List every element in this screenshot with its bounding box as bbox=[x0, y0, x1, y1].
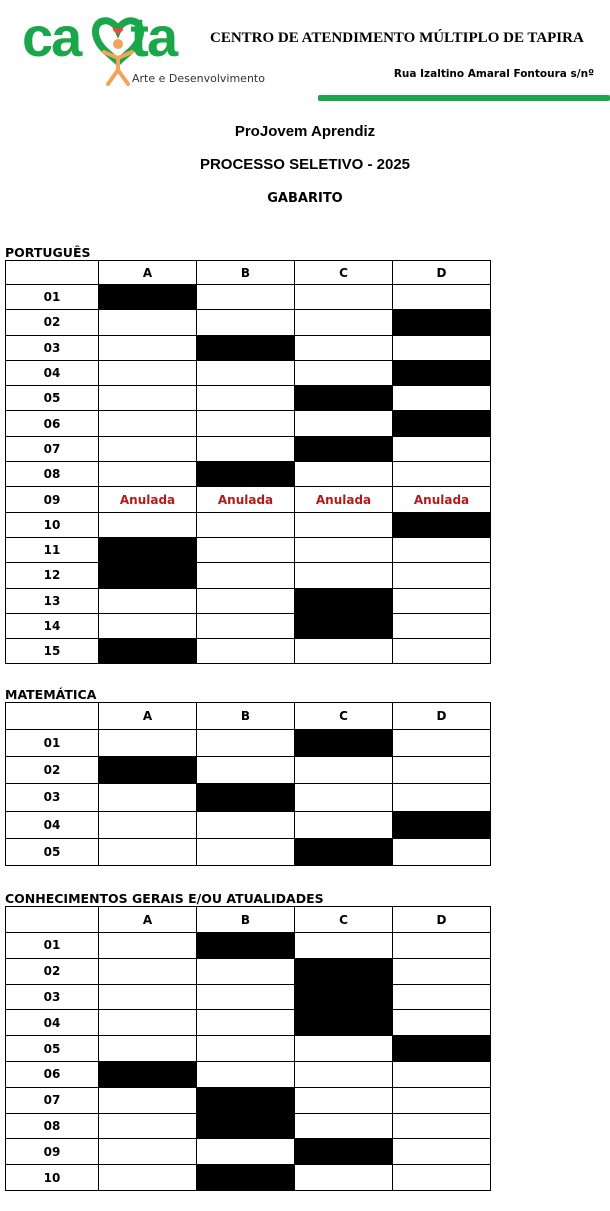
table-row bbox=[6, 335, 491, 360]
question-number: 14 bbox=[6, 613, 99, 638]
table-row bbox=[6, 958, 491, 984]
table-row bbox=[6, 1113, 491, 1139]
question-number: 02 bbox=[6, 958, 99, 984]
letterhead bbox=[0, 0, 610, 105]
correct-answer-cell bbox=[99, 757, 197, 784]
answer-cell bbox=[393, 335, 491, 360]
organization-name: CENTRO DE ATENDIMENTO MÚLTIPLO DE TAPIRA bbox=[210, 30, 584, 46]
answer-cell bbox=[197, 411, 295, 436]
answer-cell bbox=[197, 1139, 295, 1165]
answer-cell bbox=[295, 1036, 393, 1062]
answer-cell bbox=[295, 563, 393, 588]
question-number: 06 bbox=[6, 1061, 99, 1087]
answer-cell bbox=[393, 1087, 491, 1113]
camta-logo bbox=[22, 5, 265, 86]
correct-answer-cell bbox=[393, 411, 491, 436]
correct-answer-cell bbox=[393, 811, 491, 838]
answer-cell bbox=[393, 588, 491, 613]
answer-cell bbox=[197, 512, 295, 537]
answer-key-table bbox=[5, 906, 491, 1191]
logo-tagline: Arte e Desenvolvimento bbox=[132, 72, 265, 85]
answer-cell bbox=[99, 1165, 197, 1191]
logo-wordmark: ca ta bbox=[22, 5, 177, 68]
answer-cell bbox=[99, 512, 197, 537]
answer-cell bbox=[197, 613, 295, 638]
corner-cell bbox=[6, 703, 99, 730]
correct-answer-cell bbox=[99, 639, 197, 664]
correct-answer-cell bbox=[99, 285, 197, 310]
question-number: 13 bbox=[6, 588, 99, 613]
answer-cell bbox=[99, 984, 197, 1010]
answer-cell bbox=[393, 1139, 491, 1165]
question-number: 15 bbox=[6, 639, 99, 664]
answer-cell bbox=[197, 1010, 295, 1036]
answer-section-3 bbox=[5, 892, 491, 1191]
answer-cell bbox=[393, 730, 491, 757]
annulled-cell: Anulada bbox=[99, 487, 197, 512]
table-row bbox=[6, 588, 491, 613]
answer-cell bbox=[393, 984, 491, 1010]
column-header-a: A bbox=[99, 261, 197, 285]
answer-cell bbox=[99, 838, 197, 865]
table-row bbox=[6, 811, 491, 838]
answer-cell bbox=[197, 563, 295, 588]
section-title: MATEMÁTICA bbox=[5, 687, 97, 702]
answer-cell bbox=[99, 1113, 197, 1139]
table-row bbox=[6, 512, 491, 537]
table-row bbox=[6, 386, 491, 411]
question-number: 01 bbox=[6, 933, 99, 959]
table-row bbox=[6, 436, 491, 461]
column-header-c: C bbox=[295, 261, 393, 285]
correct-answer-cell bbox=[99, 563, 197, 588]
answer-key-table bbox=[5, 260, 491, 664]
question-number: 05 bbox=[6, 838, 99, 865]
answer-cell bbox=[197, 1061, 295, 1087]
correct-answer-cell bbox=[295, 613, 393, 638]
answer-cell bbox=[197, 838, 295, 865]
correct-answer-cell bbox=[197, 933, 295, 959]
answer-cell bbox=[197, 958, 295, 984]
table-row bbox=[6, 537, 491, 562]
column-header-a: A bbox=[99, 703, 197, 730]
correct-answer-cell bbox=[295, 958, 393, 984]
correct-answer-cell bbox=[99, 1061, 197, 1087]
question-number: 04 bbox=[6, 360, 99, 385]
answer-cell bbox=[197, 639, 295, 664]
correct-answer-cell bbox=[197, 335, 295, 360]
answer-cell bbox=[197, 588, 295, 613]
answer-cell bbox=[99, 613, 197, 638]
answer-cell bbox=[295, 411, 393, 436]
answer-cell bbox=[295, 335, 393, 360]
answer-cell bbox=[393, 757, 491, 784]
column-header-d: D bbox=[393, 907, 491, 933]
column-header-c: C bbox=[295, 907, 393, 933]
answer-cell bbox=[393, 386, 491, 411]
correct-answer-cell bbox=[393, 310, 491, 335]
table-row bbox=[6, 1087, 491, 1113]
answer-cell bbox=[197, 1036, 295, 1062]
table-row bbox=[6, 639, 491, 664]
answer-cell bbox=[99, 811, 197, 838]
answer-cell bbox=[393, 1113, 491, 1139]
section-title: PORTUGUÊS bbox=[5, 245, 91, 260]
question-number: 10 bbox=[6, 512, 99, 537]
answer-cell bbox=[99, 436, 197, 461]
answer-cell bbox=[197, 984, 295, 1010]
correct-answer-cell bbox=[295, 838, 393, 865]
answer-cell bbox=[295, 537, 393, 562]
answer-cell bbox=[99, 335, 197, 360]
question-number: 03 bbox=[6, 335, 99, 360]
question-number: 03 bbox=[6, 784, 99, 811]
table-header-row bbox=[6, 703, 491, 730]
table-row bbox=[6, 285, 491, 310]
question-number: 09 bbox=[6, 1139, 99, 1165]
answer-cell bbox=[393, 537, 491, 562]
column-header-c: C bbox=[295, 703, 393, 730]
answer-cell bbox=[99, 386, 197, 411]
question-number: 01 bbox=[6, 285, 99, 310]
column-header-b: B bbox=[197, 261, 295, 285]
table-row bbox=[6, 1036, 491, 1062]
correct-answer-cell bbox=[393, 360, 491, 385]
correct-answer-cell bbox=[295, 386, 393, 411]
question-number: 04 bbox=[6, 811, 99, 838]
table-row bbox=[6, 933, 491, 959]
answer-cell bbox=[197, 757, 295, 784]
question-number: 05 bbox=[6, 386, 99, 411]
table-header-row bbox=[6, 907, 491, 933]
answer-cell bbox=[99, 730, 197, 757]
answer-cell bbox=[295, 933, 393, 959]
annulled-cell: Anulada bbox=[197, 487, 295, 512]
answer-cell bbox=[295, 1113, 393, 1139]
answer-cell bbox=[295, 285, 393, 310]
correct-answer-cell bbox=[295, 588, 393, 613]
table-row bbox=[6, 487, 491, 512]
answer-cell bbox=[295, 757, 393, 784]
correct-answer-cell bbox=[393, 512, 491, 537]
answer-cell bbox=[393, 436, 491, 461]
correct-answer-cell bbox=[197, 462, 295, 487]
table-row bbox=[6, 1165, 491, 1191]
question-number: 03 bbox=[6, 984, 99, 1010]
answer-cell bbox=[295, 462, 393, 487]
answer-cell bbox=[393, 613, 491, 638]
answer-cell bbox=[99, 1010, 197, 1036]
answer-cell bbox=[197, 537, 295, 562]
table-row bbox=[6, 984, 491, 1010]
correct-answer-cell bbox=[197, 1113, 295, 1139]
question-number: 11 bbox=[6, 537, 99, 562]
correct-answer-cell bbox=[197, 784, 295, 811]
answer-cell bbox=[99, 933, 197, 959]
answer-cell bbox=[393, 958, 491, 984]
header-divider bbox=[318, 95, 610, 101]
question-number: 09 bbox=[6, 487, 99, 512]
answer-cell bbox=[99, 411, 197, 436]
program-title: ProJovem Aprendiz bbox=[234, 123, 376, 140]
correct-answer-cell bbox=[197, 1087, 295, 1113]
annulled-cell: Anulada bbox=[393, 487, 491, 512]
answer-key-table bbox=[5, 702, 491, 866]
answer-section-1 bbox=[5, 246, 491, 664]
answer-cell bbox=[99, 588, 197, 613]
answer-cell bbox=[295, 360, 393, 385]
answer-cell bbox=[393, 933, 491, 959]
answer-cell bbox=[393, 784, 491, 811]
corner-cell bbox=[6, 907, 99, 933]
question-number: 07 bbox=[6, 436, 99, 461]
answer-cell bbox=[197, 310, 295, 335]
answer-cell bbox=[393, 563, 491, 588]
answer-cell bbox=[295, 784, 393, 811]
question-number: 02 bbox=[6, 310, 99, 335]
answer-cell bbox=[393, 1061, 491, 1087]
annulled-cell: Anulada bbox=[295, 487, 393, 512]
question-number: 05 bbox=[6, 1036, 99, 1062]
column-header-d: D bbox=[393, 261, 491, 285]
answer-cell bbox=[197, 811, 295, 838]
answer-cell bbox=[99, 1036, 197, 1062]
answer-cell bbox=[393, 462, 491, 487]
correct-answer-cell bbox=[99, 537, 197, 562]
answer-cell bbox=[393, 1165, 491, 1191]
answer-cell bbox=[99, 1139, 197, 1165]
table-row bbox=[6, 1139, 491, 1165]
table-row bbox=[6, 730, 491, 757]
table-row bbox=[6, 784, 491, 811]
corner-cell bbox=[6, 261, 99, 285]
column-header-a: A bbox=[99, 907, 197, 933]
table-row bbox=[6, 360, 491, 385]
correct-answer-cell bbox=[295, 1139, 393, 1165]
answer-cell bbox=[295, 639, 393, 664]
correct-answer-cell bbox=[197, 1165, 295, 1191]
answer-cell bbox=[197, 436, 295, 461]
column-header-b: B bbox=[197, 703, 295, 730]
answer-cell bbox=[295, 310, 393, 335]
table-row bbox=[6, 411, 491, 436]
column-header-b: B bbox=[197, 907, 295, 933]
table-row bbox=[6, 1061, 491, 1087]
question-number: 10 bbox=[6, 1165, 99, 1191]
answer-cell bbox=[99, 360, 197, 385]
section-title: CONHECIMENTOS GERAIS E/OU ATUALIDADES bbox=[5, 891, 324, 906]
answer-cell bbox=[295, 1061, 393, 1087]
answer-cell bbox=[197, 730, 295, 757]
correct-answer-cell bbox=[295, 1010, 393, 1036]
question-number: 06 bbox=[6, 411, 99, 436]
correct-answer-cell bbox=[295, 984, 393, 1010]
correct-answer-cell bbox=[393, 1036, 491, 1062]
question-number: 07 bbox=[6, 1087, 99, 1113]
table-header-row bbox=[6, 261, 491, 285]
answer-cell bbox=[197, 360, 295, 385]
answer-cell bbox=[197, 285, 295, 310]
answer-cell bbox=[295, 1087, 393, 1113]
answer-cell bbox=[295, 512, 393, 537]
table-row bbox=[6, 757, 491, 784]
question-number: 08 bbox=[6, 462, 99, 487]
answer-key-title: GABARITO bbox=[267, 191, 343, 206]
process-title: PROCESSO SELETIVO - 2025 bbox=[199, 156, 411, 173]
answer-cell bbox=[99, 462, 197, 487]
answer-cell bbox=[295, 1165, 393, 1191]
question-number: 02 bbox=[6, 757, 99, 784]
table-row bbox=[6, 838, 491, 865]
answer-cell bbox=[99, 784, 197, 811]
table-row bbox=[6, 563, 491, 588]
table-row bbox=[6, 462, 491, 487]
column-header-d: D bbox=[393, 703, 491, 730]
correct-answer-cell bbox=[295, 436, 393, 461]
question-number: 01 bbox=[6, 730, 99, 757]
table-row bbox=[6, 1010, 491, 1036]
answer-cell bbox=[393, 285, 491, 310]
answer-cell bbox=[99, 958, 197, 984]
table-row bbox=[6, 310, 491, 335]
answer-cell bbox=[197, 386, 295, 411]
answer-cell bbox=[393, 838, 491, 865]
question-number: 04 bbox=[6, 1010, 99, 1036]
answer-cell bbox=[295, 811, 393, 838]
answer-cell bbox=[99, 310, 197, 335]
answer-cell bbox=[99, 1087, 197, 1113]
answer-section-2 bbox=[5, 688, 491, 866]
organization-address: Rua Izaltino Amaral Fontoura s/nº bbox=[393, 68, 594, 80]
answer-cell bbox=[393, 1010, 491, 1036]
correct-answer-cell bbox=[295, 730, 393, 757]
answer-cell bbox=[393, 639, 491, 664]
table-row bbox=[6, 613, 491, 638]
question-number: 08 bbox=[6, 1113, 99, 1139]
question-number: 12 bbox=[6, 563, 99, 588]
